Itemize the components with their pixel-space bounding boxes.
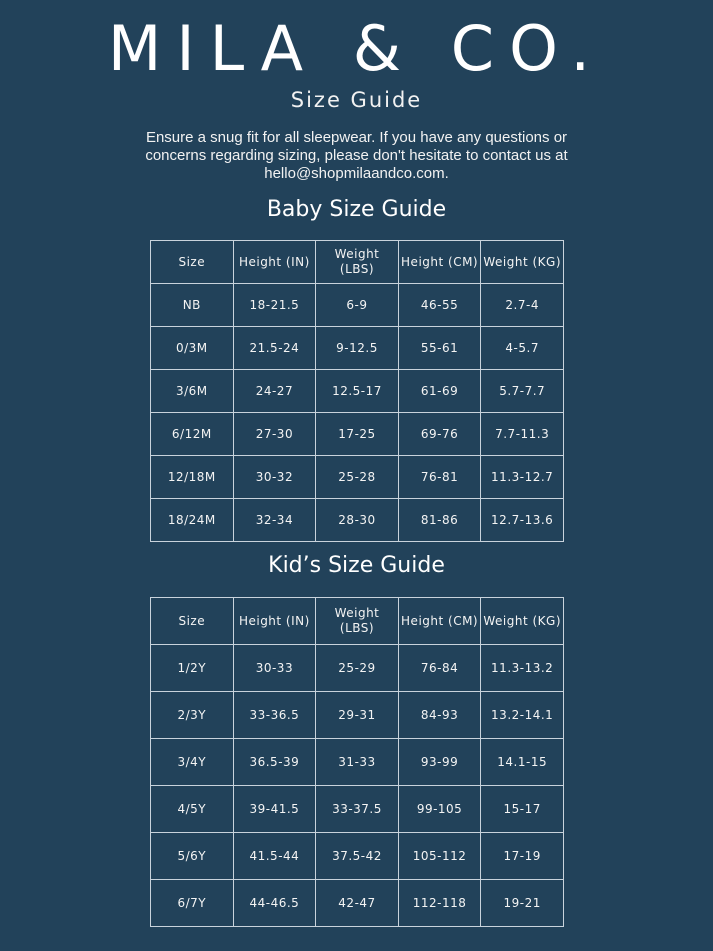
measurement-cell: 5.7-7.7 xyxy=(481,370,564,413)
measurement-cell: 76-84 xyxy=(398,645,481,692)
table-row xyxy=(151,327,564,370)
measurement-cell: 29-31 xyxy=(316,692,399,739)
column-header: Height (IN) xyxy=(233,241,316,284)
kids-size-table xyxy=(150,597,564,927)
table-row xyxy=(151,739,564,786)
table-row xyxy=(151,456,564,499)
measurement-cell: 18-21.5 xyxy=(233,284,316,327)
measurement-cell: 30-32 xyxy=(233,456,316,499)
size-cell: 2/3Y xyxy=(151,692,234,739)
table-header-row xyxy=(151,598,564,645)
table-row xyxy=(151,880,564,927)
column-header: Size xyxy=(151,241,234,284)
measurement-cell: 61-69 xyxy=(398,370,481,413)
size-cell: NB xyxy=(151,284,234,327)
measurement-cell: 21.5-24 xyxy=(233,327,316,370)
size-cell: 3/4Y xyxy=(151,739,234,786)
baby-section-title: Baby Size Guide xyxy=(266,197,447,222)
measurement-cell: 9-12.5 xyxy=(316,327,399,370)
measurement-cell: 112-118 xyxy=(398,880,481,927)
intro-text: Ensure a snug fit for all sleepwear. If you have any questions or concerns regarding sizing, please don't hesitate to contact us at hello@shopmilaandco.com. xyxy=(145,129,568,182)
measurement-cell: 17-25 xyxy=(316,413,399,456)
measurement-cell: 42-47 xyxy=(316,880,399,927)
column-header: Weight (KG) xyxy=(481,241,564,284)
column-header: Height (IN) xyxy=(233,598,316,645)
measurement-cell: 55-61 xyxy=(398,327,481,370)
measurement-cell: 39-41.5 xyxy=(233,786,316,833)
measurement-cell: 36.5-39 xyxy=(233,739,316,786)
measurement-cell: 6-9 xyxy=(316,284,399,327)
column-header: Height (CM) xyxy=(398,598,481,645)
measurement-cell: 28-30 xyxy=(316,499,399,542)
table-row xyxy=(151,413,564,456)
measurement-cell: 11.3-12.7 xyxy=(481,456,564,499)
measurement-cell: 15-17 xyxy=(481,786,564,833)
measurement-cell: 24-27 xyxy=(233,370,316,413)
measurement-cell: 93-99 xyxy=(398,739,481,786)
size-cell: 6/7Y xyxy=(151,880,234,927)
measurement-cell: 12.7-13.6 xyxy=(481,499,564,542)
column-header: Weight (KG) xyxy=(481,598,564,645)
measurement-cell: 30-33 xyxy=(233,645,316,692)
measurement-cell: 31-33 xyxy=(316,739,399,786)
size-cell: 0/3M xyxy=(151,327,234,370)
size-cell: 3/6M xyxy=(151,370,234,413)
measurement-cell: 33-36.5 xyxy=(233,692,316,739)
measurement-cell: 17-19 xyxy=(481,833,564,880)
measurement-cell: 27-30 xyxy=(233,413,316,456)
measurement-cell: 99-105 xyxy=(398,786,481,833)
size-cell: 1/2Y xyxy=(151,645,234,692)
measurement-cell: 81-86 xyxy=(398,499,481,542)
size-cell: 5/6Y xyxy=(151,833,234,880)
measurement-cell: 84-93 xyxy=(398,692,481,739)
measurement-cell: 46-55 xyxy=(398,284,481,327)
measurement-cell: 41.5-44 xyxy=(233,833,316,880)
measurement-cell: 4-5.7 xyxy=(481,327,564,370)
measurement-cell: 44-46.5 xyxy=(233,880,316,927)
measurement-cell: 2.7-4 xyxy=(481,284,564,327)
column-header: Weight (LBS) xyxy=(316,598,399,645)
table-header-row xyxy=(151,241,564,284)
column-header: Size xyxy=(151,598,234,645)
measurement-cell: 14.1-15 xyxy=(481,739,564,786)
size-cell: 18/24M xyxy=(151,499,234,542)
measurement-cell: 37.5-42 xyxy=(316,833,399,880)
measurement-cell: 11.3-13.2 xyxy=(481,645,564,692)
size-cell: 6/12M xyxy=(151,413,234,456)
measurement-cell: 19-21 xyxy=(481,880,564,927)
measurement-cell: 25-29 xyxy=(316,645,399,692)
size-cell: 12/18M xyxy=(151,456,234,499)
measurement-cell: 13.2-14.1 xyxy=(481,692,564,739)
baby-size-table xyxy=(150,240,564,542)
size-cell: 4/5Y xyxy=(151,786,234,833)
measurement-cell: 32-34 xyxy=(233,499,316,542)
column-header: Height (CM) xyxy=(398,241,481,284)
kids-section-title: Kid’s Size Guide xyxy=(268,553,445,578)
measurement-cell: 69-76 xyxy=(398,413,481,456)
table-row xyxy=(151,284,564,327)
table-row xyxy=(151,786,564,833)
table-row xyxy=(151,692,564,739)
table-row xyxy=(151,499,564,542)
measurement-cell: 76-81 xyxy=(398,456,481,499)
measurement-cell: 25-28 xyxy=(316,456,399,499)
page-subtitle: Size Guide xyxy=(290,88,423,112)
measurement-cell: 105-112 xyxy=(398,833,481,880)
measurement-cell: 7.7-11.3 xyxy=(481,413,564,456)
table-row xyxy=(151,370,564,413)
measurement-cell: 33-37.5 xyxy=(316,786,399,833)
column-header: Weight (LBS) xyxy=(316,241,399,284)
table-row xyxy=(151,645,564,692)
measurement-cell: 12.5-17 xyxy=(316,370,399,413)
brand-logo: MILA & CO. xyxy=(107,12,606,85)
table-row xyxy=(151,833,564,880)
